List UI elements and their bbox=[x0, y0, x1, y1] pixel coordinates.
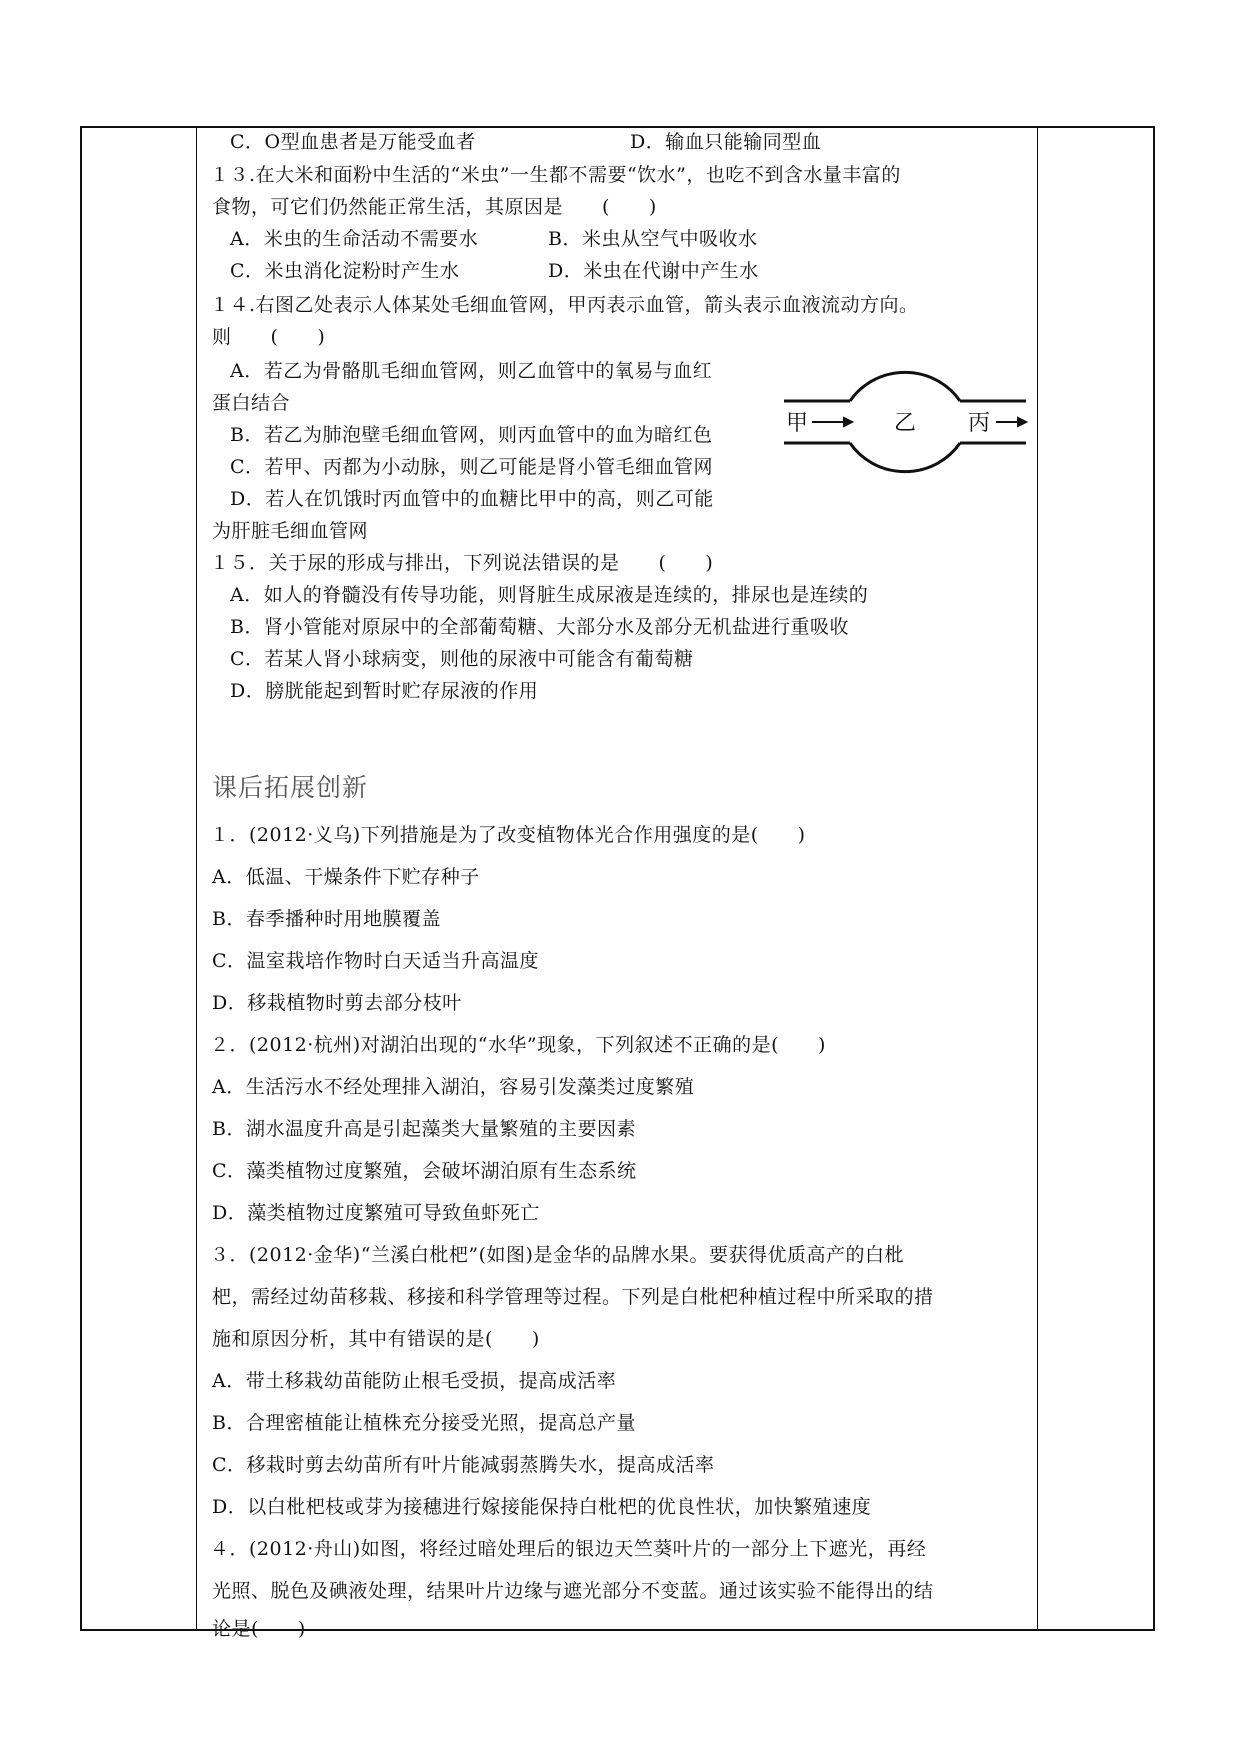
ext2-option-a: A．生活污水不经处理排入湖泊，容易引发藻类过度繁殖 bbox=[212, 1076, 695, 1098]
column-divider-left bbox=[196, 126, 197, 1631]
ext1-stem: １．(2012·义乌)下列措施是为了改变植物体光合作用强度的是( ) bbox=[210, 824, 806, 846]
q13-option-a: A．米虫的生命活动不需要水 bbox=[230, 228, 479, 250]
q14-option-a-line-1: A．若乙为骨骼肌毛细血管网，则乙血管中的氧易与血红 bbox=[230, 360, 713, 382]
q15-option-d: D．膀胱能起到暂时贮存尿液的作用 bbox=[230, 680, 539, 702]
q14-option-c: C．若甲、丙都为小动脉，则乙可能是肾小管毛细血管网 bbox=[230, 456, 714, 478]
q14-option-b: B．若乙为肺泡壁毛细血管网，则丙血管中的血为暗红色 bbox=[230, 424, 713, 446]
q15-option-b: B．肾小管能对原尿中的全部葡萄糖、大部分水及部分无机盐进行重吸收 bbox=[230, 616, 849, 638]
q13-options-ab bbox=[210, 226, 1030, 252]
ext1-option-a: A．低温、干燥条件下贮存种子 bbox=[212, 866, 480, 888]
question-content bbox=[210, 126, 1030, 1640]
ext2-stem: ２．(2012·杭州)对湖泊出现的“水华”现象，下列叙述不正确的是( ) bbox=[210, 1034, 826, 1056]
q14-option-d-line-2: 为肝脏毛细血管网 bbox=[212, 520, 369, 542]
ext2-option-b: B．湖水温度升高是引起藻类大量繁殖的主要因素 bbox=[212, 1118, 636, 1140]
q13-stem-line-2: 食物，可它们仍然能正常生活，其原因是 ( ) bbox=[212, 196, 657, 218]
q15-option-c: C．若某人肾小球病变，则他的尿液中可能含有葡萄糖 bbox=[230, 648, 694, 670]
q14-option-d-line-1: D．若人在饥饿时丙血管中的血糖比甲中的高，则乙可能 bbox=[230, 488, 714, 510]
ext4-stem-line-3: 论是( ) bbox=[212, 1618, 306, 1640]
ext3-option-b: B．合理密植能让植株充分接受光照，提高总产量 bbox=[212, 1412, 636, 1434]
q12-options-cd bbox=[210, 129, 1030, 155]
q14-stem-line-1: １４.右图乙处表示人体某处毛细血管网，甲丙表示血管，箭头表示血液流动方向。 bbox=[210, 294, 919, 316]
capillary-network-diagram bbox=[782, 356, 1028, 490]
ext3-stem-line-3: 施和原因分析，其中有错误的是( ) bbox=[212, 1328, 540, 1350]
q12-option-d: D．输血只能输同型血 bbox=[630, 131, 822, 153]
q13-stem-line-1: １３.在大米和面粉中生活的“米虫”一生都不需要“饮水”，也吃不到含水量丰富的 bbox=[210, 164, 901, 186]
diagram-label-yi: 乙 bbox=[894, 411, 917, 436]
ext1-option-c: C．温室栽培作物时白天适当升高温度 bbox=[212, 950, 540, 972]
ext1-option-d: D．移栽植物时剪去部分枝叶 bbox=[212, 992, 462, 1014]
ext1-option-b: B．春季播种时用地膜覆盖 bbox=[212, 908, 441, 930]
q12-option-c: C．O型血患者是万能受血者 bbox=[230, 131, 476, 153]
ext3-stem-line-1: ３．(2012·金华)“兰溪白枇杷”(如图)是金华的品牌水果。要获得优质高产的白枇 bbox=[210, 1244, 904, 1266]
ext3-option-c: C．移栽时剪去幼苗所有叶片能减弱蒸腾失水，提高成活率 bbox=[212, 1454, 715, 1476]
q14-option-a-line-2: 蛋白结合 bbox=[212, 392, 291, 414]
diagram-label-bing: 丙 bbox=[968, 411, 991, 436]
q15-option-a: A．如人的脊髓没有传导功能，则肾脏生成尿液是连续的，排尿也是连续的 bbox=[230, 584, 869, 606]
ext3-option-a: A．带土移栽幼苗能防止根毛受损，提高成活率 bbox=[212, 1370, 617, 1392]
ext4-stem-line-1: ４．(2012·舟山)如图，将经过暗处理后的银边天竺葵叶片的一部分上下遮光，再经 bbox=[210, 1538, 927, 1560]
q13-option-d: D．米虫在代谢中产生水 bbox=[548, 260, 759, 282]
q13-options-cd bbox=[210, 258, 1030, 284]
ext4-stem-line-2: 光照、脱色及碘液处理，结果叶片边缘与遮光部分不变蓝。通过该实验不能得出的结 bbox=[212, 1580, 934, 1602]
ext3-stem-line-2: 杷，需经过幼苗移栽、移接和科学管理等过程。下列是白枇杷种植过程中所采取的措 bbox=[212, 1286, 934, 1308]
q13-option-c: C．米虫消化淀粉时产生水 bbox=[230, 260, 460, 282]
q14-stem-line-2: 则 ( ) bbox=[212, 326, 326, 348]
ext3-option-d: D．以白枇杷枝或芽为接穗进行嫁接能保持白枇杷的优良性状，加快繁殖速度 bbox=[212, 1496, 872, 1518]
ext2-option-c: C．藻类植物过度繁殖，会破坏湖泊原有生态系统 bbox=[212, 1160, 637, 1182]
section-title: 课后拓展创新 bbox=[212, 773, 369, 802]
q13-option-b: B．米虫从空气中吸收水 bbox=[548, 228, 758, 250]
diagram-label-jia: 甲 bbox=[786, 411, 809, 436]
ext2-option-d: D．藻类植物过度繁殖可导致鱼虾死亡 bbox=[212, 1202, 540, 1224]
q15-stem: １５．关于尿的形成与排出，下列说法错误的是 ( ) bbox=[210, 552, 714, 574]
column-divider-right bbox=[1037, 126, 1038, 1631]
